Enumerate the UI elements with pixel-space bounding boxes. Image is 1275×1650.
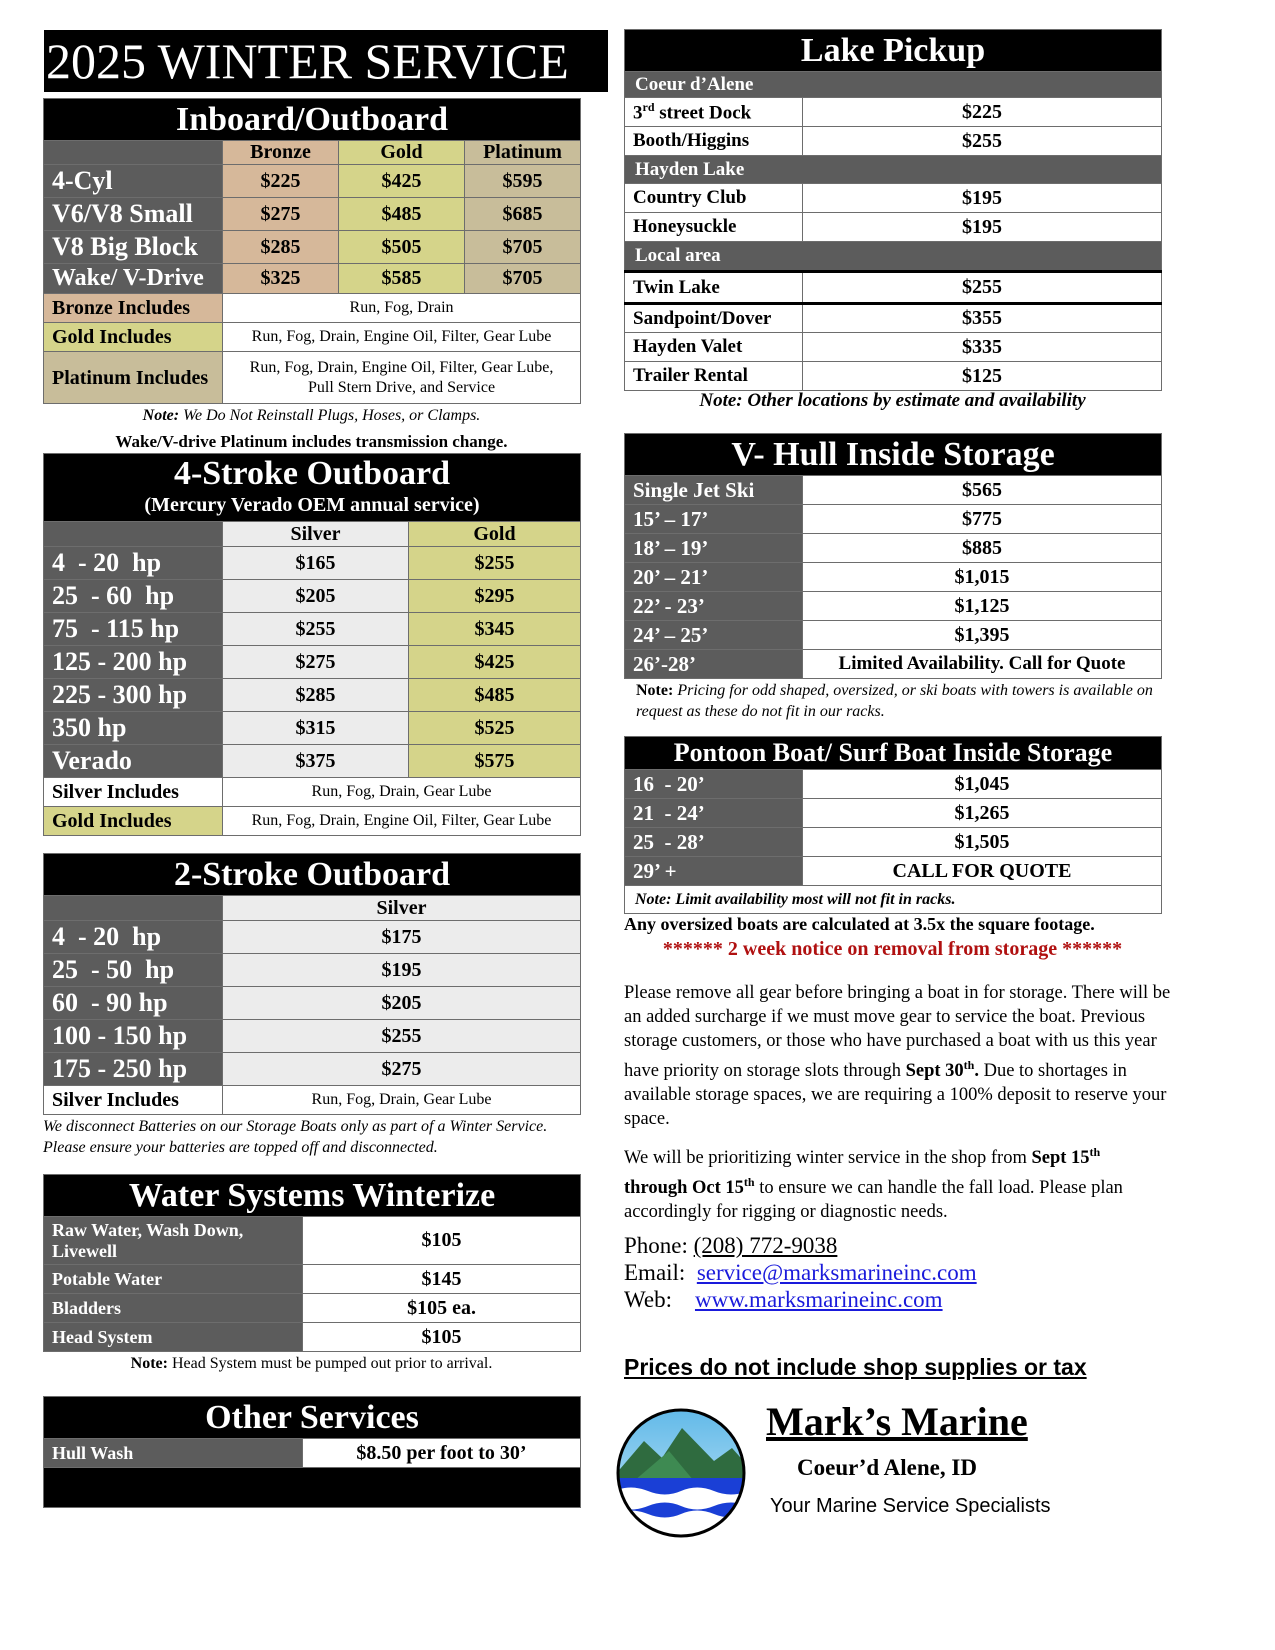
phone-line — [624, 1232, 837, 1260]
includes-label: Platinum Includes — [44, 352, 223, 404]
price-cell: $225 — [803, 98, 1162, 127]
vhull-title: V- Hull Inside Storage — [625, 434, 1162, 476]
table-row — [44, 1323, 581, 1352]
price-cell: $1,015 — [803, 563, 1162, 592]
row-label: 3rd street Dock — [625, 98, 803, 127]
marks-marine-logo — [614, 1406, 748, 1540]
row-label: 29’ + — [625, 857, 803, 886]
table-row — [625, 476, 1162, 505]
table-row — [44, 1294, 581, 1323]
row-label: 25 - 50 hp — [44, 954, 223, 987]
table-row — [625, 272, 1162, 304]
price-cell: $255 — [223, 1020, 581, 1053]
lake-pickup-table — [624, 29, 1162, 391]
price-cell: $1,395 — [803, 621, 1162, 650]
includes-text: Run, Fog, Drain, Engine Oil, Filter, Gear Lube, Pull Stern Drive, and Service — [223, 352, 581, 404]
table-row — [44, 987, 581, 1020]
row-label: Hayden Valet — [625, 333, 803, 362]
table-row — [44, 264, 581, 294]
table-row — [44, 712, 581, 745]
removal-notice: ****** 2 week notice on removal from storage ****** — [662, 938, 1123, 960]
row-label: 15’ – 17’ — [625, 505, 803, 534]
note-text: Head System must be pumped out prior to arrival. — [171, 1355, 493, 1372]
table-row — [625, 184, 1162, 213]
price-cell: $1,505 — [803, 828, 1162, 857]
price-cell: $485 — [409, 679, 581, 712]
water-note — [43, 1355, 580, 1373]
row-label: Potable Water — [44, 1265, 303, 1294]
table-row — [44, 613, 581, 646]
price-cell: $165 — [223, 547, 409, 580]
row-label: 4 - 20 hp — [44, 921, 223, 954]
price-cell: $335 — [803, 333, 1162, 362]
price-cell: $595 — [465, 165, 581, 198]
table-row — [44, 745, 581, 778]
other-title: Other Services — [44, 1397, 581, 1439]
price-cell: $525 — [409, 712, 581, 745]
table-row — [625, 534, 1162, 563]
inboard-note — [43, 407, 580, 425]
header-blank — [44, 522, 223, 547]
pontoon-note: Note: Limit availability most will not fit in racks. — [625, 886, 1162, 914]
row-label: Sandpoint/Dover — [625, 304, 803, 333]
table-row — [625, 127, 1162, 156]
table-row — [625, 362, 1162, 391]
section-header: Local area — [625, 242, 1162, 272]
table-row — [44, 646, 581, 679]
table-row — [44, 231, 581, 264]
row-label: 100 - 150 hp — [44, 1020, 223, 1053]
table-row — [44, 1265, 581, 1294]
price-cell: $285 — [223, 679, 409, 712]
row-label: 125 - 200 hp — [44, 646, 223, 679]
row-label: Wake/ V-Drive — [44, 264, 223, 294]
fourstroke-title: 4-Stroke Outboard — [44, 454, 581, 494]
table-row — [44, 1217, 581, 1265]
row-label: Verado — [44, 745, 223, 778]
table-row — [625, 304, 1162, 333]
phone-link[interactable]: (208) 772-9038 — [693, 1233, 838, 1258]
price-cell: $775 — [803, 505, 1162, 534]
price-cell: $585 — [339, 264, 465, 294]
brand-name: Mark’s Marine — [766, 1399, 1028, 1444]
price-cell: $705 — [465, 264, 581, 294]
price-cell: $195 — [223, 954, 581, 987]
price-cell: $255 — [223, 613, 409, 646]
other-footer-bar — [44, 1468, 581, 1508]
row-label: 4-Cyl — [44, 165, 223, 198]
row-label: Twin Lake — [625, 272, 803, 304]
price-cell: $145 — [303, 1265, 581, 1294]
price-cell: $505 — [339, 231, 465, 264]
price-cell: $225 — [223, 165, 339, 198]
two-stroke-table — [43, 853, 581, 1115]
price-cell: $195 — [803, 184, 1162, 213]
col-gold: Gold — [339, 141, 465, 165]
page-title: 2025 WINTER SERVICE — [44, 30, 608, 92]
email-link[interactable]: service@marksmarineinc.com — [696, 1260, 977, 1285]
four-stroke-table — [43, 453, 581, 836]
table-row — [44, 1053, 581, 1086]
table-row — [625, 563, 1162, 592]
price-cell: $575 — [409, 745, 581, 778]
table-row — [625, 621, 1162, 650]
price-cell: $425 — [409, 646, 581, 679]
brand-location: Coeur’d Alene, ID — [797, 1455, 977, 1480]
price-cell: $375 — [223, 745, 409, 778]
row-label: 20’ – 21’ — [625, 563, 803, 592]
includes-label: Gold Includes — [44, 323, 223, 352]
water-systems-table — [43, 1174, 581, 1352]
price-cell: $8.50 per foot to 30’ — [303, 1439, 581, 1468]
row-label: Bladders — [44, 1294, 303, 1323]
note-label: Note: — [142, 407, 180, 424]
pickup-note: Note: Other locations by estimate and availability — [699, 390, 1086, 411]
table-row — [44, 580, 581, 613]
table-row — [625, 799, 1162, 828]
vhull-storage-table — [624, 433, 1162, 679]
oversize-note: Any oversized boats are calculated at 3.5x the square footage. — [624, 914, 1095, 934]
price-cell: $275 — [223, 198, 339, 231]
row-label: 21 - 24’ — [625, 799, 803, 828]
row-label: 60 - 90 hp — [44, 987, 223, 1020]
row-label: 75 - 115 hp — [44, 613, 223, 646]
table-row — [625, 592, 1162, 621]
web-link[interactable]: www.marksmarineinc.com — [694, 1287, 943, 1312]
service-info-paragraph: We will be prioritizing winter service in the shop from Sept 15th through Oct 15th to ensure we can handle the fall load. Please plan accordingly for rigging or diagnostic needs. — [624, 1145, 1123, 1223]
header-blank — [44, 896, 223, 921]
twostroke-title: 2-Stroke Outboard — [44, 854, 581, 896]
vhull-note — [636, 680, 1156, 722]
table-row — [625, 650, 1162, 679]
note-text: Pricing for odd shaped, oversized, or ski boats with towers is available on request as these do not fit in our racks. — [636, 682, 1153, 720]
col-platinum: Platinum — [465, 141, 581, 165]
table-row — [625, 857, 1162, 886]
web-line — [624, 1286, 943, 1314]
row-label: 25 - 28’ — [625, 828, 803, 857]
other-services-table — [43, 1396, 581, 1508]
includes-text: Run, Fog, Drain, Engine Oil, Filter, Gear Lube — [223, 323, 581, 352]
table-row — [44, 198, 581, 231]
table-row — [44, 547, 581, 580]
price-cell: $105 ea. — [303, 1294, 581, 1323]
header-blank — [44, 141, 223, 165]
row-label: 350 hp — [44, 712, 223, 745]
col-gold: Gold — [409, 522, 581, 547]
includes-label: Silver Includes — [44, 778, 223, 807]
table-row — [625, 505, 1162, 534]
col-silver: Silver — [223, 896, 581, 921]
note-label: Note: — [636, 682, 674, 699]
price-cell: $425 — [339, 165, 465, 198]
row-label: 24’ – 25’ — [625, 621, 803, 650]
price-cell: $255 — [803, 127, 1162, 156]
storage-info-paragraph: Please remove all gear before bringing a boat in for storage. There will be an added surcharge if we must move gear to service the boat. Previous storage customers, or those who have purchased a boat with us this year have priority on storage slots through Sept 30th. Due to shortages in available storage spaces, we are requiring a 100% deposit to reserve your space. — [624, 983, 1171, 1130]
includes-label: Silver Includes — [44, 1086, 223, 1115]
row-label: Honeysuckle — [625, 213, 803, 242]
price-cell: $325 — [223, 264, 339, 294]
price-cell: $315 — [223, 712, 409, 745]
price-cell: $205 — [223, 987, 581, 1020]
brand-tagline: Your Marine Service Specialists — [770, 1495, 1051, 1517]
section-header: Hayden Lake — [625, 156, 1162, 184]
price-cell: $275 — [223, 1053, 581, 1086]
price-cell: $175 — [223, 921, 581, 954]
pontoon-title: Pontoon Boat/ Surf Boat Inside Storage — [625, 737, 1162, 770]
row-label: Hull Wash — [44, 1439, 303, 1468]
includes-label: Gold Includes — [44, 807, 223, 836]
row-label: 4 - 20 hp — [44, 547, 223, 580]
includes-text: Run, Fog, Drain, Gear Lube — [223, 778, 581, 807]
price-cell: $285 — [223, 231, 339, 264]
price-cell: $885 — [803, 534, 1162, 563]
row-label: 25 - 60 hp — [44, 580, 223, 613]
table-row — [625, 333, 1162, 362]
row-label: Single Jet Ski — [625, 476, 803, 505]
table-row — [625, 213, 1162, 242]
price-disclaimer: Prices do not include shop supplies or tax — [624, 1354, 1087, 1380]
price-cell: $255 — [803, 272, 1162, 304]
price-cell: $125 — [803, 362, 1162, 391]
row-label: V8 Big Block — [44, 231, 223, 264]
table-row — [44, 921, 581, 954]
price-cell: $105 — [303, 1217, 581, 1265]
price-cell: $485 — [339, 198, 465, 231]
table-row — [44, 1439, 581, 1468]
row-label: 22’ - 23’ — [625, 592, 803, 621]
row-label: V6/V8 Small — [44, 198, 223, 231]
inboard-outboard-table — [43, 98, 581, 404]
pontoon-storage-table — [624, 736, 1162, 914]
note-label: Note: — [130, 1355, 168, 1372]
price-cell: $705 — [465, 231, 581, 264]
price-cell: $1,045 — [803, 770, 1162, 799]
row-label: 18’ – 19’ — [625, 534, 803, 563]
row-label: 225 - 300 hp — [44, 679, 223, 712]
battery-note: We disconnect Batteries on our Storage Boats only as part of a Winter Service. Please ensure your batteries are topped off and disconnected. — [43, 1118, 548, 1156]
row-label: 16 - 20’ — [625, 770, 803, 799]
table-row — [44, 954, 581, 987]
price-cell: $1,125 — [803, 592, 1162, 621]
price-cell: $105 — [303, 1323, 581, 1352]
water-title: Water Systems Winterize — [44, 1175, 581, 1217]
includes-text: Run, Fog, Drain, Engine Oil, Filter, Gear Lube — [223, 807, 581, 836]
row-label: Raw Water, Wash Down, Livewell — [44, 1217, 303, 1265]
section-header: Coeur d’Alene — [625, 72, 1162, 98]
includes-text: Run, Fog, Drain — [223, 294, 581, 323]
table-row — [625, 828, 1162, 857]
price-cell: CALL FOR QUOTE — [803, 857, 1162, 886]
table-row — [44, 1020, 581, 1053]
row-label: Country Club — [625, 184, 803, 213]
phone-label: Phone: — [624, 1233, 688, 1258]
table-row — [625, 770, 1162, 799]
table-row — [44, 165, 581, 198]
email-label: Email: — [624, 1260, 686, 1285]
note-text: We Do Not Reinstall Plugs, Hoses, or Clamps. — [183, 407, 481, 424]
price-cell: $275 — [223, 646, 409, 679]
price-cell: $685 — [465, 198, 581, 231]
table-row — [44, 679, 581, 712]
price-cell: $565 — [803, 476, 1162, 505]
email-line — [624, 1259, 977, 1287]
row-label: Head System — [44, 1323, 303, 1352]
inboard-title: Inboard/Outboard — [44, 99, 581, 141]
price-cell: $1,265 — [803, 799, 1162, 828]
fourstroke-subtitle: (Mercury Verado OEM annual service) — [44, 494, 581, 522]
price-cell: Limited Availability. Call for Quote — [803, 650, 1162, 679]
table-row — [625, 98, 1162, 127]
price-cell: $355 — [803, 304, 1162, 333]
row-label: 26’-28’ — [625, 650, 803, 679]
row-label: 175 - 250 hp — [44, 1053, 223, 1086]
price-cell: $195 — [803, 213, 1162, 242]
includes-label: Bronze Includes — [44, 294, 223, 323]
includes-text: Run, Fog, Drain, Gear Lube — [223, 1086, 581, 1115]
row-label: Booth/Higgins — [625, 127, 803, 156]
pickup-title: Lake Pickup — [625, 30, 1162, 72]
row-label: Trailer Rental — [625, 362, 803, 391]
price-cell: $345 — [409, 613, 581, 646]
price-cell: $205 — [223, 580, 409, 613]
web-label: Web: — [624, 1287, 672, 1312]
price-cell: $295 — [409, 580, 581, 613]
col-bronze: Bronze — [223, 141, 339, 165]
inboard-note-2: Wake/V-drive Platinum includes transmission change. — [115, 432, 508, 451]
price-cell: $255 — [409, 547, 581, 580]
col-silver: Silver — [223, 522, 409, 547]
